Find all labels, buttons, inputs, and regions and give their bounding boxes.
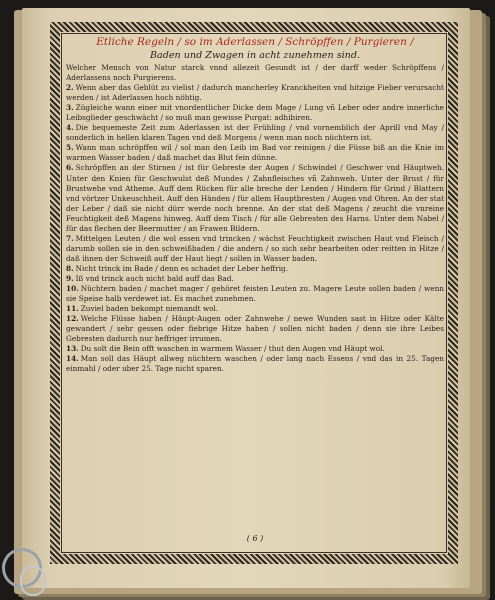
rule-number: 12.	[66, 314, 79, 324]
rule-item	[66, 314, 444, 344]
intro-paragraph: Welcher Mensch von Natur starck vnnd allezeit Gesundt ist / der darff weder Schröpffens / Aderlassens noch Purgierens.	[66, 63, 444, 83]
rule-number: 13.	[66, 344, 79, 354]
document-subtitle: Baden und Zwagen in acht zunehmen sind.	[149, 50, 361, 61]
rule-text: Die bequemeste Zeit zum Aderlassen ist der Frühling / vnd vornemblich der Aprill vnd May / sonderlich in hellen klaren Tagen vnd deß Morgens / wenn man noch nüchtern ist.	[66, 123, 444, 143]
rule-item	[66, 274, 444, 284]
rule-number: 3.	[66, 103, 74, 113]
rule-text: Nüchtern baden / machet mager / gehöret feisten Leuten zu. Magere Leute sollen baden / wenn sie Speise halb verdewet ist. Es machet zunehmen.	[66, 284, 444, 304]
rule-text: Wann man schröpffen wil / sol man den Leib im Bad vor reinigen / die Füsse biß an die Knie im warmen Wasser baden / daß machet das Blut fein dünne.	[66, 143, 444, 163]
rule-item	[66, 344, 444, 354]
rule-text: Man soll das Häupt allweg nüchtern waschen / oder lang nach Essens / vnd das in 25. Tagen einmahl / oder uber 25. Tage nicht sparen.	[66, 354, 444, 374]
rule-number: 11.	[66, 304, 79, 314]
rule-item	[66, 304, 444, 314]
rule-number: 10.	[66, 284, 79, 294]
rule-item	[66, 103, 444, 123]
rule-item	[66, 264, 444, 274]
rule-item	[66, 163, 444, 233]
rule-number: 4.	[66, 123, 74, 133]
rule-text: Zuviel baden bekompt niemandt wol.	[80, 304, 219, 314]
rule-item	[66, 83, 444, 103]
rule-item	[66, 284, 444, 304]
binder-clip-loop-icon	[20, 566, 46, 596]
rule-text: Mittelgen Leuten / die wol essen vnd trincken / wächst Feuchtigkeit zwischen Haut vnd Fleisch / darumb sollen sie in den schweißbaden / die andern / so sich sehr bearbeiten oder reitten in Hitze / daß ihnen der Schweiß auff der Haut liegt / sollen in Wasser baden.	[66, 233, 444, 263]
page-number: ( 6 )	[246, 533, 264, 543]
rule-item	[66, 354, 444, 374]
rule-number: 8.	[66, 263, 74, 273]
rule-item	[66, 143, 444, 163]
rule-number: 5.	[66, 143, 74, 153]
rule-number: 14.	[66, 354, 79, 364]
rule-text: Schröpffen an der Stirnen / ist für Gebreste der Augen / Schwindel / Geschwer vnd Häuptweh. Unter den Knien für Geschwulst deß Mundes / Zahnfleisches vñ Zahnweh. Unter der Brust / für Brustwehe vnd Atheme. Auff dem Rücken für alle breche der Lenden / Hindern für Grind / Blattern vnd vörtzer Unkeuschheit. Auff den Händen / für allem Hauptbresten / Augen vnd Ohren. An der stat der Leber / daß sie nicht dürr werde noch brenne. An der stat deß Magens / zeucht die vnreine Feuchtigkeit deß Magens hinweg. Auff dem Tisch / für alle Gebresten des Harns. Unter dem Nabel / für das flechen der Beermutter / an Frawen Bildern.	[66, 163, 444, 233]
rule-number: 7.	[66, 233, 74, 243]
rule-text: Welche Flüsse haben / Häupt-Augen oder Zahnwehe / newe Wunden sast in Hitze oder Kälte gewandert / sehr gessen oder fiebrige Hitze haben / sollen nicht baden / denn sie ihre Leibes Gebresten dadurch nur heffriger irrumen.	[66, 314, 444, 344]
rule-text: Wenn aber das Geblüt zu vielist / dadurch mancherley Kranckheiten vnd hitzige Fieber verursacht werden / ist Aderlassen hoch nöhtig.	[66, 83, 444, 103]
rule-text: Du solt die Bein offt waschen in warmem Wasser / thut den Augen vnd Häupt wol.	[80, 344, 385, 354]
rule-number: 6.	[66, 163, 74, 173]
rules-list	[66, 83, 444, 374]
document-title: Etliche Regeln / so im Aderlassen / Schröpffen / Purgieren /	[96, 36, 414, 48]
rule-item	[66, 123, 444, 143]
rule-item	[66, 234, 444, 264]
rule-text: Zügleiche wann einer mit vnordentlicher Dicke dem Mage / Lung vñ Leber oder andre innerliche Leibsglieder geschwächt / so muß man gewisse Purgat: adhibiren.	[66, 103, 444, 123]
rule-text: Nicht trinck im Bade / denn es schadet der Leber heffrig.	[75, 263, 289, 273]
rule-text: Iß vnd trinck auch nicht bald auff das Bad.	[75, 273, 234, 283]
rule-number: 9.	[66, 273, 74, 283]
page-text	[66, 36, 444, 546]
rule-number: 2.	[66, 83, 74, 93]
